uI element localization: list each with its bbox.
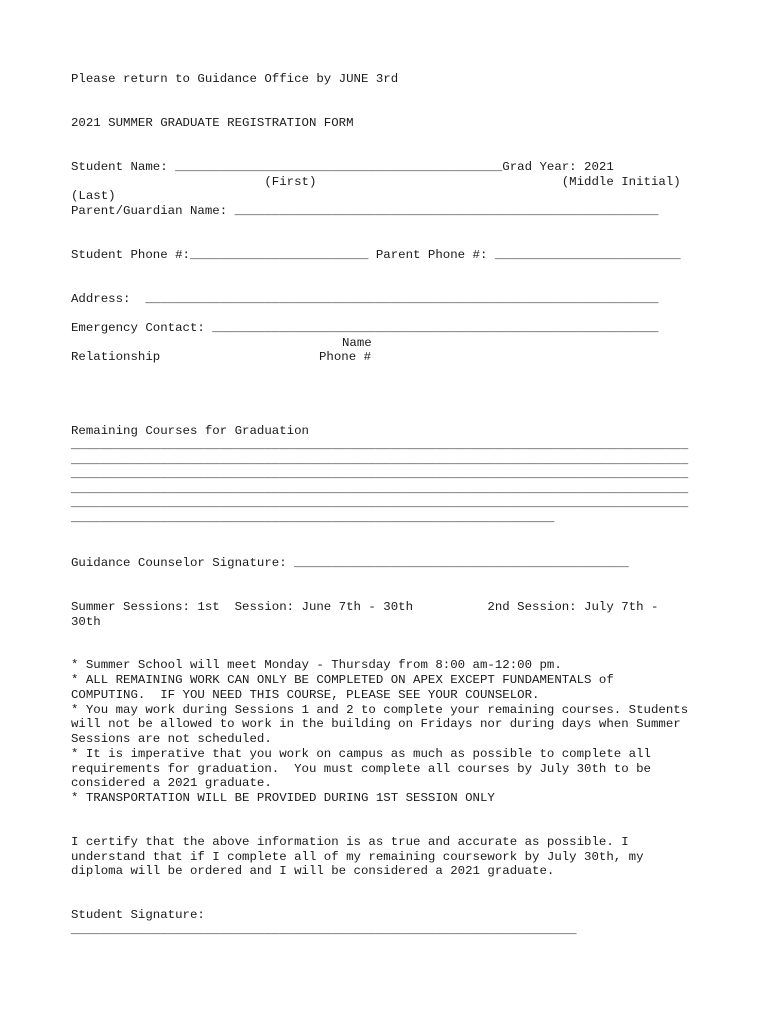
emergency-relationship-sublabel: Relationship	[71, 350, 161, 364]
note-line: Sessions are not scheduled.	[71, 732, 272, 746]
student-signature-field[interactable]: ____________________________________________________________________	[71, 923, 577, 937]
parent-guardian-name-field[interactable]: Parent/Guardian Name: _________________________________________________________	[71, 204, 659, 218]
emergency-contact-field[interactable]: Emergency Contact: ____________________________________________________________	[71, 321, 659, 335]
remaining-courses-line[interactable]: ___________________________________________________________________________________	[71, 496, 689, 510]
certification-line: diploma will be ordered and I will be considered a 2021 graduate.	[71, 864, 555, 878]
note-line: * You may work during Sessions 1 and 2 to complete your remaining courses. Students	[71, 703, 689, 717]
remaining-courses-line[interactable]: ___________________________________________________________________________________	[71, 453, 689, 467]
remaining-courses-heading: Remaining Courses for Graduation	[71, 424, 309, 438]
note-line: considered a 2021 graduate.	[71, 776, 272, 790]
note-line: * TRANSPORTATION WILL BE PROVIDED DURING 1ST SESSION ONLY	[71, 791, 495, 805]
emergency-name-sublabel: Name	[342, 336, 372, 350]
return-notice: Please return to Guidance Office by JUNE 3rd	[71, 72, 399, 86]
remaining-courses-line[interactable]: ___________________________________________________________________________________	[71, 467, 689, 481]
student-name-sublabels: (First) (Middle Initial)	[71, 175, 681, 189]
summer-sessions-line: 30th	[71, 615, 101, 629]
remaining-courses-line[interactable]: ___________________________________________________________________________________	[71, 482, 689, 496]
note-line: * It is imperative that you work on campus as much as possible to complete all	[71, 747, 651, 761]
note-line: will not be allowed to work in the building on Fridays nor during days when Summer	[71, 717, 681, 731]
remaining-courses-line[interactable]: ___________________________________________________________________________________	[71, 438, 689, 452]
last-name-sublabel: (Last)	[71, 189, 116, 203]
student-name-field[interactable]: Student Name: ____________________________________________Grad Year: 2021	[71, 160, 614, 174]
emergency-phone-sublabel: Phone #	[319, 350, 372, 364]
form-title: 2021 SUMMER GRADUATE REGISTRATION FORM	[71, 116, 354, 130]
counselor-signature-field[interactable]: Guidance Counselor Signature: _____________________________________________	[71, 556, 629, 570]
phone-fields[interactable]: Student Phone #:________________________ Parent Phone #: _________________________	[71, 248, 681, 262]
student-signature-label: Student Signature:	[71, 908, 205, 922]
note-line: COMPUTING. IF YOU NEED THIS COURSE, PLEASE SEE YOUR COUNSELOR.	[71, 688, 540, 702]
certification-line: understand that if I complete all of my remaining coursework by July 30th, my	[71, 850, 644, 864]
remaining-courses-line[interactable]: _________________________________________________________________	[71, 511, 555, 525]
address-field[interactable]: Address: _____________________________________________________________________	[71, 292, 659, 306]
summer-sessions-line: Summer Sessions: 1st Session: June 7th - 30th 2nd Session: July 7th -	[71, 600, 659, 614]
certification-line: I certify that the above information is as true and accurate as possible. I	[71, 835, 629, 849]
note-line: * ALL REMAINING WORK CAN ONLY BE COMPLETED ON APEX EXCEPT FUNDAMENTALS of	[71, 673, 614, 687]
note-line: requirements for graduation. You must complete all courses by July 30th to be	[71, 762, 651, 776]
note-line: * Summer School will meet Monday - Thursday from 8:00 am-12:00 pm.	[71, 658, 562, 672]
